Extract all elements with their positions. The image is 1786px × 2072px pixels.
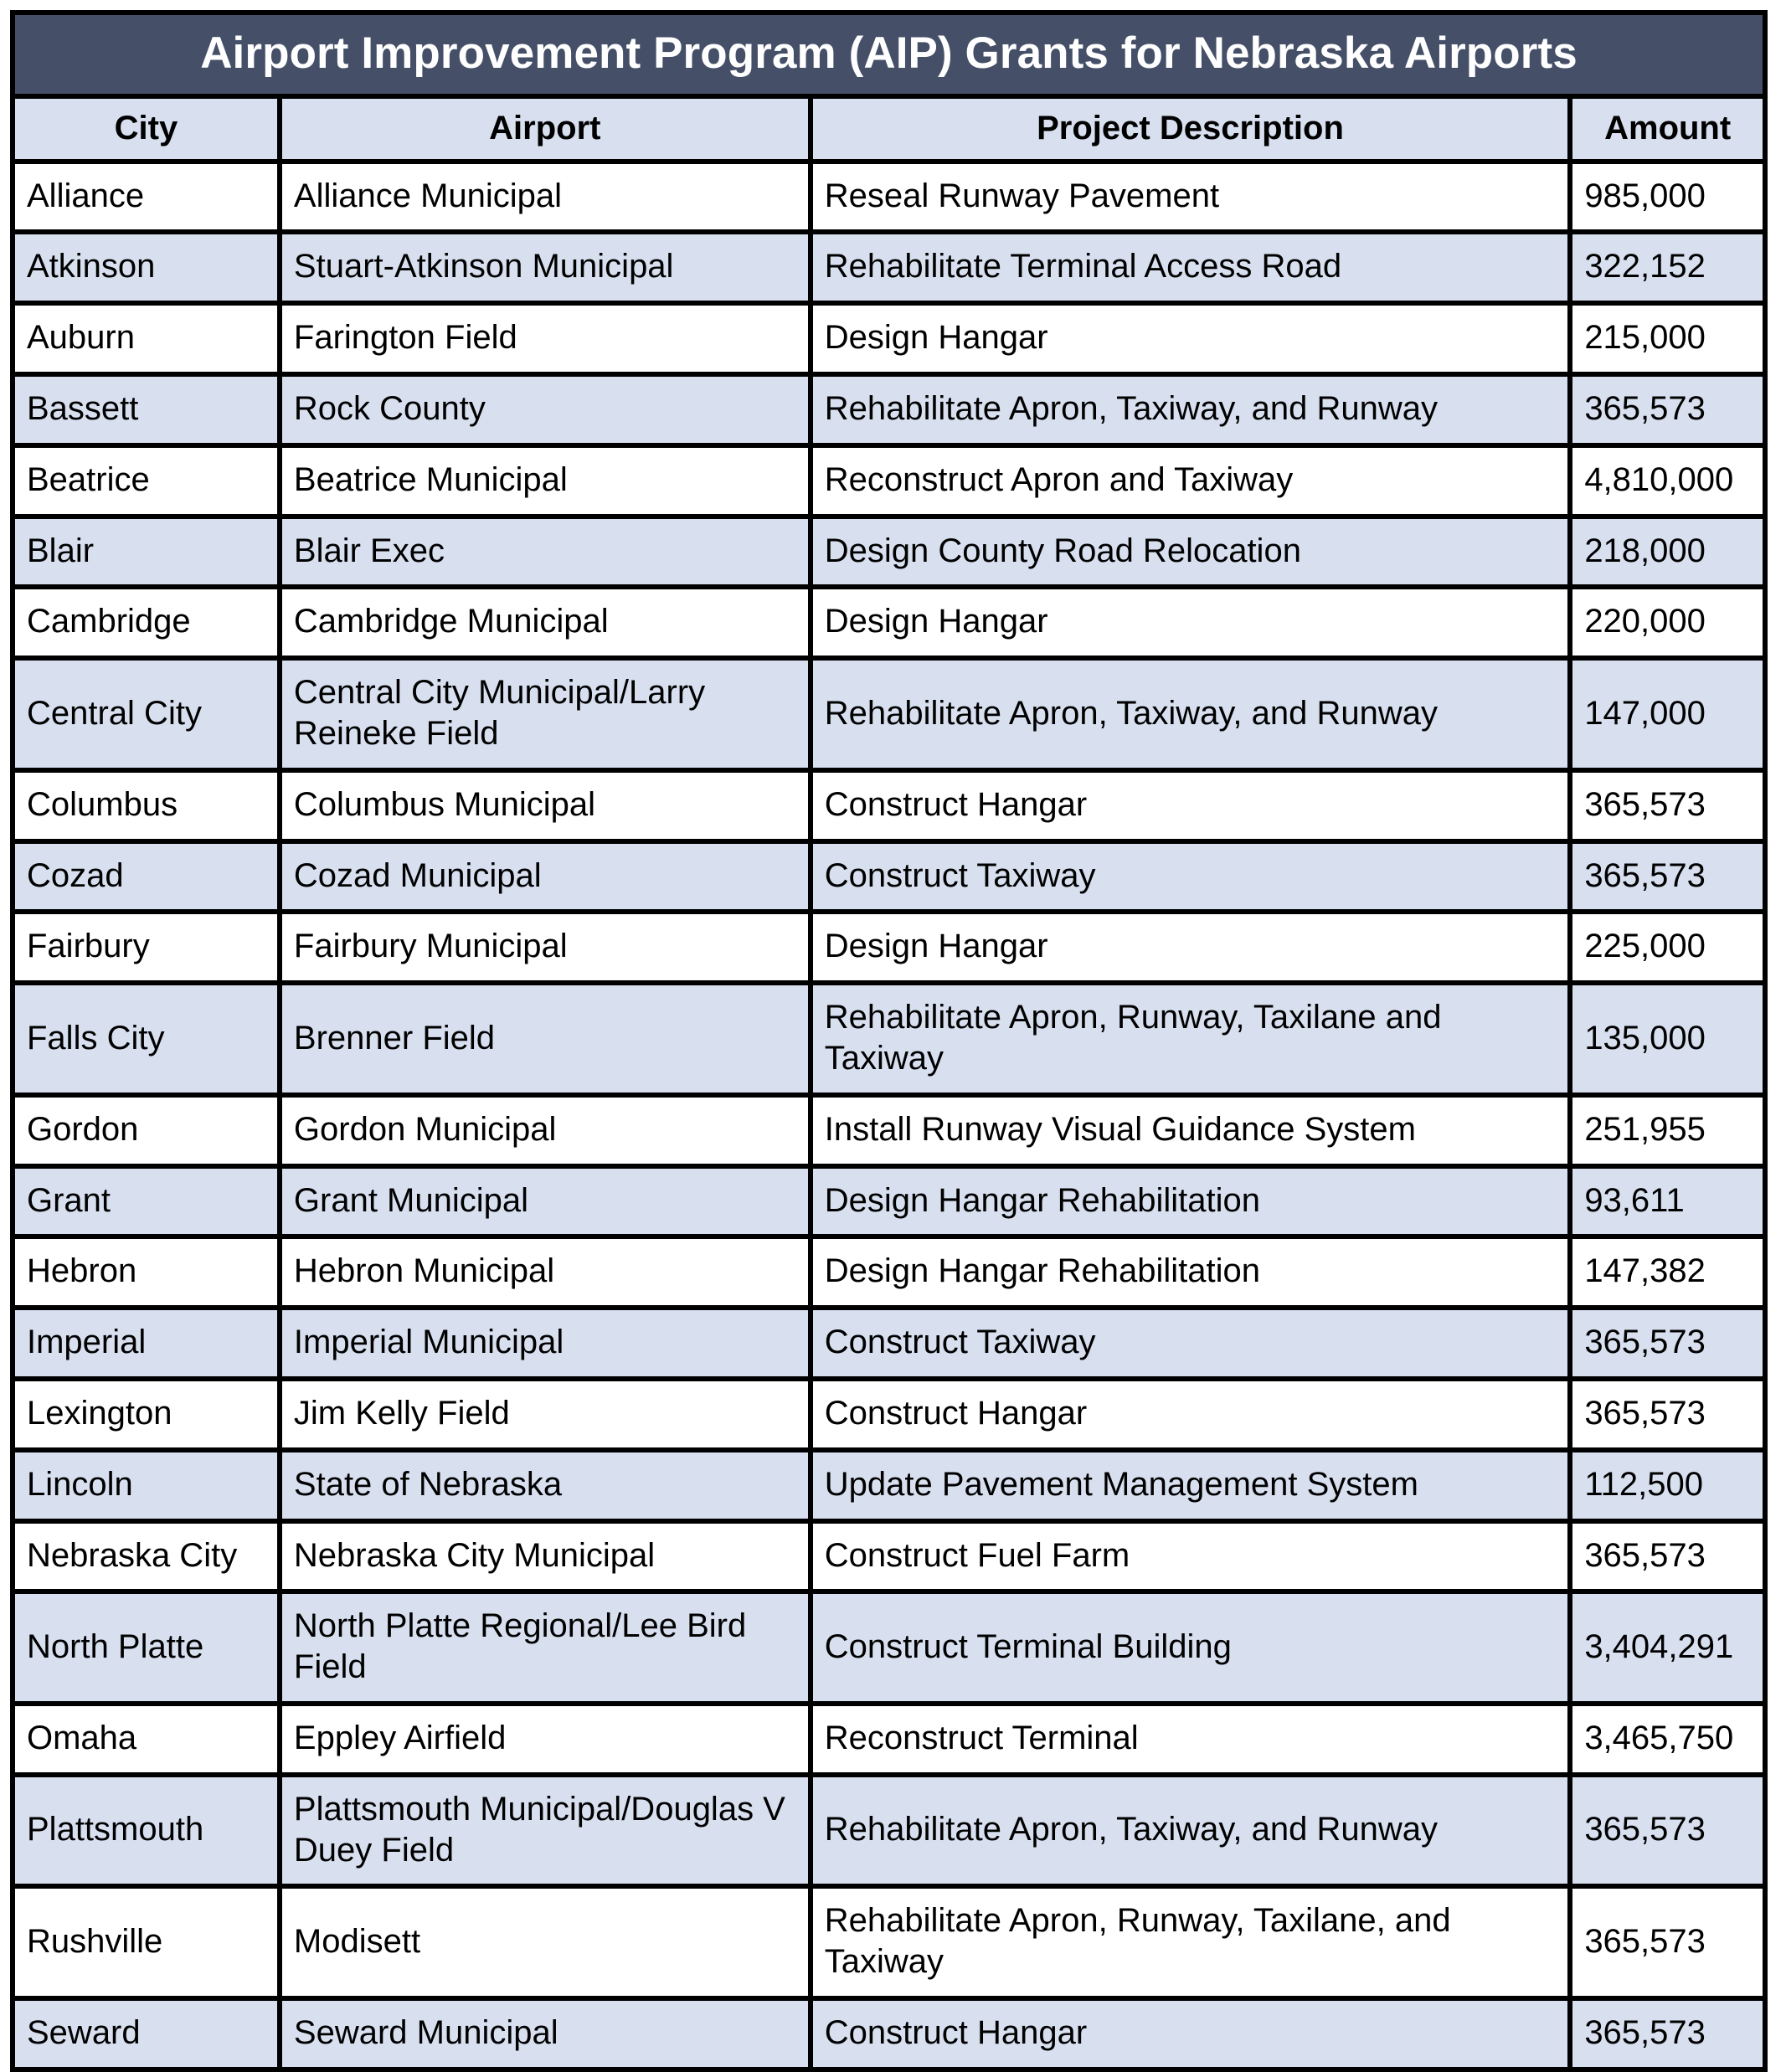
cell-amount: [1570, 1237, 1765, 1308]
cell-airport: [280, 658, 811, 770]
cell-city: [13, 232, 280, 303]
cell-city: [13, 1095, 280, 1166]
cell-project: [811, 517, 1571, 588]
cell-project-text: Rehabilitate Apron, Runway, Taxilane and Taxiway: [824, 999, 1442, 1077]
cell-city: [13, 1521, 280, 1592]
cell-city-text: Atkinson: [27, 248, 156, 285]
cell-airport-text: Fairbury Municipal: [293, 928, 568, 965]
cell-amount-text: 365,573: [1584, 1324, 1706, 1361]
cell-project-text: Construct Hangar: [824, 785, 1088, 823]
cell-city-text: Hebron: [27, 1252, 137, 1290]
column-header-project: [811, 96, 1571, 162]
cell-airport: [280, 1095, 811, 1166]
cell-airport-text: Rock County: [293, 390, 486, 428]
cell-project-text: Rehabilitate Terminal Access Road: [824, 248, 1342, 285]
table-row: [13, 1775, 1765, 1887]
cell-amount-text: 365,573: [1584, 1811, 1706, 1848]
cell-project-text: Update Pavement Management System: [824, 1465, 1418, 1503]
cell-amount-text: 112,500: [1584, 1465, 1703, 1503]
cell-project-text: Construct Taxiway: [824, 856, 1096, 894]
table-row: [13, 1521, 1765, 1592]
cell-city: [13, 1379, 280, 1450]
cell-airport-text: Farington Field: [293, 319, 517, 357]
table-row: [13, 912, 1765, 983]
cell-project-text: Rehabilitate Apron, Taxiway, and Runway: [824, 390, 1439, 428]
table-title-cell: [13, 13, 1765, 96]
cell-project-text: Design Hangar Rehabilitation: [824, 1181, 1261, 1219]
cell-airport: [280, 1886, 811, 1998]
cell-project: [811, 374, 1571, 445]
cell-city-text: Gordon: [27, 1110, 139, 1148]
cell-airport: [280, 1521, 811, 1592]
column-header-airport-label: Airport: [489, 109, 601, 147]
cell-city: [13, 1998, 280, 2069]
cell-airport-text: Seward Municipal: [293, 2013, 558, 2051]
cell-airport: [280, 1166, 811, 1237]
cell-amount: [1570, 1591, 1765, 1704]
table-row: [13, 374, 1765, 445]
column-header-airport: [280, 96, 811, 162]
cell-city: [13, 1704, 280, 1775]
cell-airport: [280, 1308, 811, 1379]
cell-amount: [1570, 1450, 1765, 1521]
cell-city-text: Blair: [27, 532, 95, 569]
cell-amount-text: 365,573: [1584, 1922, 1706, 1960]
table-row: [13, 1591, 1765, 1704]
cell-project: [811, 658, 1571, 770]
cell-amount-text: 225,000: [1584, 928, 1706, 965]
cell-project-text: Design County Road Relocation: [824, 532, 1301, 569]
cell-project-text: Construct Fuel Farm: [824, 1536, 1130, 1574]
table-row: [13, 232, 1765, 303]
cell-amount-text: 147,000: [1584, 694, 1706, 732]
table-row: [13, 303, 1765, 374]
cell-airport-text: Nebraska City Municipal: [293, 1536, 656, 1574]
table-row: [13, 1998, 1765, 2069]
cell-amount: [1570, 445, 1765, 517]
cell-amount-text: 365,573: [1584, 2013, 1706, 2051]
cell-amount-text: 365,573: [1584, 1536, 1706, 1574]
cell-airport: [280, 841, 811, 913]
cell-project: [811, 1095, 1571, 1166]
cell-amount: [1570, 1521, 1765, 1592]
cell-airport: [280, 912, 811, 983]
cell-amount-text: 322,152: [1584, 248, 1706, 285]
column-header-amount: [1570, 96, 1765, 162]
cell-amount: [1570, 517, 1765, 588]
cell-project-text: Rehabilitate Apron, Taxiway, and Runway: [824, 1811, 1439, 1848]
cell-city-text: Fairbury: [27, 928, 150, 965]
table-row: [13, 1095, 1765, 1166]
cell-airport: [280, 770, 811, 841]
table-row: [13, 1450, 1765, 1521]
cell-project-text: Construct Terminal Building: [824, 1627, 1232, 1665]
table-title-row: [13, 13, 1765, 96]
table-row: [13, 162, 1765, 233]
cell-project-text: Design Hangar: [824, 928, 1048, 965]
cell-amount-text: 93,611: [1584, 1181, 1685, 1219]
cell-airport: [280, 162, 811, 233]
cell-amount-text: 365,573: [1584, 856, 1706, 894]
cell-project-text: Design Hangar Rehabilitation: [824, 1252, 1261, 1290]
cell-airport: [280, 983, 811, 1095]
cell-airport: [280, 1704, 811, 1775]
cell-amount: [1570, 374, 1765, 445]
cell-amount: [1570, 770, 1765, 841]
column-header-city: [13, 96, 280, 162]
cell-city: [13, 983, 280, 1095]
cell-project-text: Reconstruct Apron and Taxiway: [824, 460, 1294, 498]
cell-amount: [1570, 1308, 1765, 1379]
cell-project: [811, 1450, 1571, 1521]
cell-city-text: Columbus: [27, 785, 178, 823]
column-header-city-label: City: [114, 109, 178, 147]
cell-airport: [280, 1450, 811, 1521]
cell-amount: [1570, 303, 1765, 374]
cell-project: [811, 587, 1571, 658]
cell-airport-text: Columbus Municipal: [293, 785, 596, 823]
cell-amount: [1570, 1166, 1765, 1237]
cell-airport: [280, 1998, 811, 2069]
cell-project-text: Design Hangar: [824, 603, 1048, 640]
cell-airport-text: Cambridge Municipal: [293, 603, 609, 640]
cell-airport-text: Eppley Airfield: [293, 1719, 507, 1756]
cell-amount-text: 251,955: [1584, 1110, 1706, 1148]
table-row: [13, 841, 1765, 913]
cell-city-text: Rushville: [27, 1922, 163, 1960]
cell-project: [811, 912, 1571, 983]
cell-city-text: Lincoln: [27, 1465, 133, 1503]
aip-grants-table: [10, 10, 1768, 2072]
cell-project: [811, 1998, 1571, 2069]
cell-amount-text: 4,810,000: [1584, 460, 1734, 498]
cell-airport-text: Grant Municipal: [293, 1181, 529, 1219]
cell-airport-text: Jim Kelly Field: [293, 1394, 510, 1432]
cell-airport: [280, 232, 811, 303]
cell-project: [811, 1379, 1571, 1450]
cell-amount-text: 147,382: [1584, 1252, 1706, 1290]
cell-amount: [1570, 912, 1765, 983]
cell-project-text: Reseal Runway Pavement: [824, 177, 1220, 214]
cell-airport: [280, 587, 811, 658]
cell-airport-text: Gordon Municipal: [293, 1110, 557, 1148]
cell-airport: [280, 517, 811, 588]
cell-airport-text: Brenner Field: [293, 1019, 496, 1057]
table-row: [13, 1166, 1765, 1237]
cell-city: [13, 1886, 280, 1998]
cell-city-text: Grant: [27, 1181, 111, 1219]
cell-airport-text: State of Nebraska: [293, 1465, 563, 1503]
cell-city-text: Cambridge: [27, 603, 191, 640]
cell-city-text: Bassett: [27, 390, 139, 428]
cell-amount-text: 3,465,750: [1584, 1719, 1734, 1756]
cell-amount-text: 365,573: [1584, 785, 1706, 823]
cell-city: [13, 841, 280, 913]
cell-airport-text: Beatrice Municipal: [293, 460, 568, 498]
cell-project: [811, 1591, 1571, 1704]
cell-city: [13, 587, 280, 658]
cell-project: [811, 841, 1571, 913]
cell-airport: [280, 1237, 811, 1308]
cell-airport: [280, 1379, 811, 1450]
cell-airport-text: North Platte Regional/Lee Bird Field: [293, 1607, 747, 1686]
cell-project: [811, 1308, 1571, 1379]
cell-city: [13, 912, 280, 983]
cell-project: [811, 1704, 1571, 1775]
cell-city-text: Beatrice: [27, 460, 150, 498]
cell-city: [13, 1237, 280, 1308]
table-row: [13, 1886, 1765, 1998]
cell-airport-text: Modisett: [293, 1922, 421, 1960]
cell-airport: [280, 1591, 811, 1704]
cell-project-text: Reconstruct Terminal: [824, 1719, 1139, 1756]
cell-city: [13, 1591, 280, 1704]
cell-airport-text: Imperial Municipal: [293, 1324, 564, 1361]
cell-amount-text: 365,573: [1584, 390, 1706, 428]
cell-amount: [1570, 1704, 1765, 1775]
table-row: [13, 1237, 1765, 1308]
table-row: [13, 1704, 1765, 1775]
cell-airport-text: Cozad Municipal: [293, 856, 542, 894]
table-row: [13, 445, 1765, 517]
cell-amount-text: 218,000: [1584, 532, 1706, 569]
cell-project: [811, 445, 1571, 517]
cell-amount: [1570, 841, 1765, 913]
cell-airport: [280, 1775, 811, 1887]
cell-city: [13, 374, 280, 445]
cell-project: [811, 1775, 1571, 1887]
cell-airport-text: Blair Exec: [293, 532, 445, 569]
table-row: [13, 983, 1765, 1095]
cell-city: [13, 658, 280, 770]
table-row: [13, 658, 1765, 770]
cell-city-text: Cozad: [27, 856, 124, 894]
cell-project-text: Construct Taxiway: [824, 1324, 1096, 1361]
cell-amount-text: 220,000: [1584, 603, 1706, 640]
cell-project: [811, 303, 1571, 374]
cell-amount-text: 3,404,291: [1584, 1627, 1734, 1665]
cell-city: [13, 162, 280, 233]
cell-project: [811, 162, 1571, 233]
cell-city-text: Plattsmouth: [27, 1811, 204, 1848]
column-header-project-label: Project Description: [1037, 109, 1344, 147]
cell-city: [13, 1450, 280, 1521]
cell-amount: [1570, 162, 1765, 233]
table-row: [13, 1308, 1765, 1379]
cell-project: [811, 770, 1571, 841]
cell-project-text: Design Hangar: [824, 319, 1048, 357]
cell-project: [811, 1166, 1571, 1237]
page-title: Airport Improvement Program (AIP) Grants for Nebraska Airports: [200, 28, 1578, 78]
cell-amount: [1570, 1379, 1765, 1450]
cell-city-text: North Platte: [27, 1627, 204, 1665]
cell-city: [13, 445, 280, 517]
cell-airport: [280, 445, 811, 517]
column-header-amount-label: Amount: [1604, 109, 1732, 147]
cell-airport: [280, 303, 811, 374]
cell-project: [811, 1237, 1571, 1308]
cell-city: [13, 517, 280, 588]
cell-airport-text: Plattsmouth Municipal/Douglas V Duey Field: [293, 1790, 785, 1869]
cell-city-text: Imperial: [27, 1324, 147, 1361]
cell-project: [811, 1521, 1571, 1592]
cell-amount-text: 215,000: [1584, 319, 1706, 357]
cell-city-text: Lexington: [27, 1394, 172, 1432]
cell-city: [13, 1308, 280, 1379]
cell-amount-text: 135,000: [1584, 1019, 1706, 1057]
cell-amount: [1570, 1998, 1765, 2069]
cell-project: [811, 232, 1571, 303]
cell-city: [13, 303, 280, 374]
cell-city-text: Nebraska City: [27, 1536, 238, 1574]
cell-city: [13, 770, 280, 841]
cell-city: [13, 1775, 280, 1887]
table-row: [13, 770, 1765, 841]
cell-city-text: Omaha: [27, 1719, 137, 1756]
cell-amount: [1570, 587, 1765, 658]
table-body: [13, 13, 1765, 2069]
cell-amount: [1570, 1886, 1765, 1998]
cell-amount: [1570, 658, 1765, 770]
cell-city-text: Falls City: [27, 1019, 165, 1057]
cell-airport: [280, 374, 811, 445]
table-row: [13, 517, 1765, 588]
cell-airport-text: Hebron Municipal: [293, 1252, 555, 1290]
cell-amount: [1570, 232, 1765, 303]
cell-project-text: Construct Hangar: [824, 1394, 1088, 1432]
cell-amount: [1570, 1095, 1765, 1166]
cell-project: [811, 1886, 1571, 1998]
table-row: [13, 1379, 1765, 1450]
cell-city-text: Auburn: [27, 319, 135, 357]
column-header-row: [13, 96, 1765, 162]
cell-project-text: Construct Hangar: [824, 2013, 1088, 2051]
cell-amount-text: 985,000: [1584, 177, 1706, 214]
cell-city-text: Central City: [27, 694, 202, 732]
cell-airport-text: Alliance Municipal: [293, 177, 563, 214]
cell-project-text: Rehabilitate Apron, Taxiway, and Runway: [824, 694, 1439, 732]
cell-airport-text: Stuart-Atkinson Municipal: [293, 248, 674, 285]
cell-amount-text: 365,573: [1584, 1394, 1706, 1432]
cell-amount: [1570, 1775, 1765, 1887]
cell-project: [811, 983, 1571, 1095]
cell-project-text: Install Runway Visual Guidance System: [824, 1110, 1416, 1148]
cell-project-text: Rehabilitate Apron, Runway, Taxilane, and Taxiway: [824, 1902, 1451, 1981]
cell-amount: [1570, 983, 1765, 1095]
table-row: [13, 587, 1765, 658]
cell-city-text: Alliance: [27, 177, 145, 214]
cell-airport-text: Central City Municipal/Larry Reineke Field: [293, 674, 706, 753]
cell-city-text: Seward: [27, 2013, 141, 2051]
cell-city: [13, 1166, 280, 1237]
